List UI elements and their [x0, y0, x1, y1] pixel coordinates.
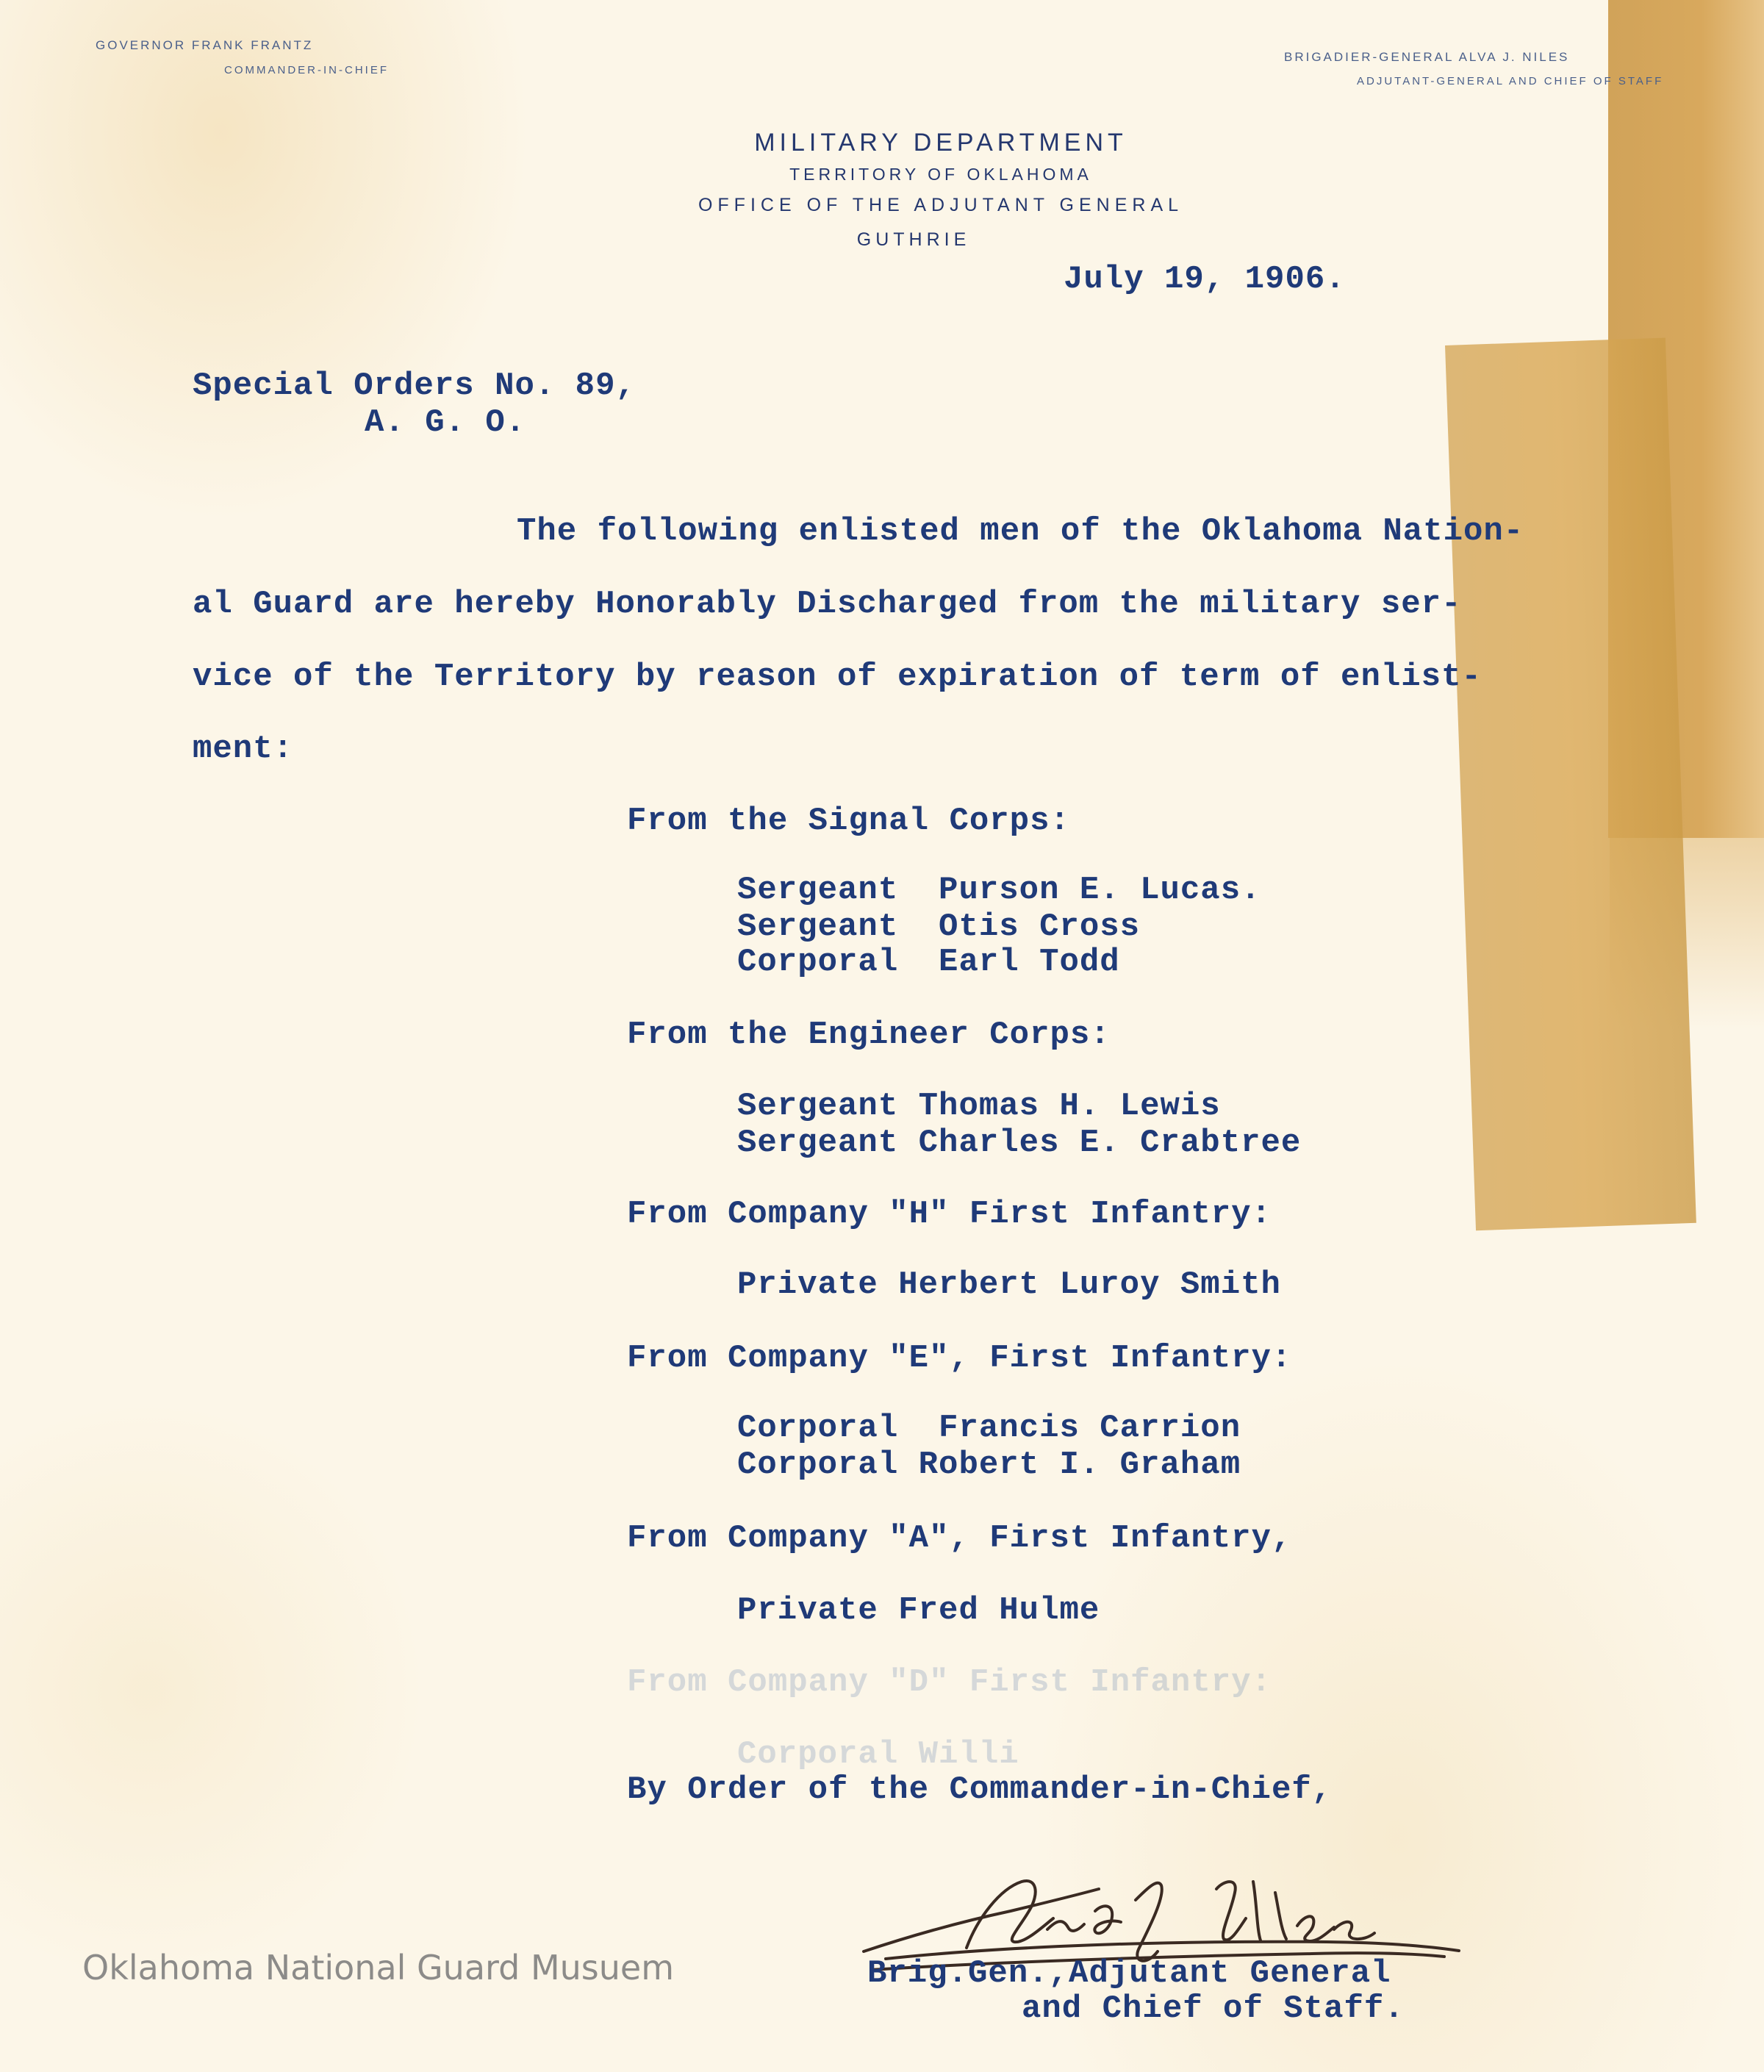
- member-entry: Private Fred Hulme: [737, 1592, 1100, 1629]
- faded-unit-heading: From Company "D" First Infantry:: [627, 1664, 1272, 1701]
- member-entry: Sergeant Purson E. Lucas.: [737, 872, 1261, 908]
- city-line: GUTHRIE: [856, 229, 971, 250]
- unit-heading-engineer-corps: From the Engineer Corps:: [627, 1017, 1111, 1053]
- tape-strip-diagonal: [1445, 338, 1696, 1231]
- special-order-number: Special Orders No. 89,: [193, 368, 636, 404]
- general-title: ADJUTANT-GENERAL AND CHIEF OF STAFF: [1357, 75, 1664, 87]
- department-title: MILITARY DEPARTMENT: [754, 129, 1127, 157]
- governor-title: COMMANDER-IN-CHIEF: [224, 64, 389, 76]
- member-entry: Sergeant Charles E. Crabtree: [737, 1125, 1302, 1161]
- member-entry: Sergeant Otis Cross: [737, 908, 1141, 945]
- document-date: July 19, 1906.: [1064, 261, 1346, 298]
- member-entry: Corporal Earl Todd: [737, 944, 1120, 981]
- body-line-2: al Guard are hereby Honorably Discharged from the military ser-: [193, 586, 1462, 623]
- signoff-subtitle: and Chief of Staff.: [1022, 1990, 1405, 2027]
- signoff-title: Brig.Gen.,Adjutant General: [867, 1955, 1391, 1992]
- unit-heading-company-a: From Company "A", First Infantry,: [627, 1520, 1292, 1557]
- office-abbreviation: A. G. O.: [365, 404, 526, 441]
- museum-watermark: Oklahoma National Guard Musuem: [82, 1948, 675, 1987]
- member-entry: Sergeant Thomas H. Lewis: [737, 1088, 1221, 1125]
- unit-heading-company-h: From Company "H" First Infantry:: [627, 1196, 1272, 1233]
- unit-heading-signal-corps: From the Signal Corps:: [627, 803, 1070, 839]
- territory-line: TERRITORY OF OKLAHOMA: [789, 165, 1092, 184]
- governor-name: GOVERNOR FRANK FRANTZ: [96, 38, 314, 52]
- office-line: OFFICE OF THE ADJUTANT GENERAL: [698, 195, 1184, 215]
- body-line-3: vice of the Territory by reason of expiration of term of enlist-: [193, 659, 1482, 695]
- body-line-4: ment:: [193, 731, 294, 767]
- unit-heading-company-e: From Company "E", First Infantry:: [627, 1340, 1292, 1377]
- general-name: BRIGADIER-GENERAL ALVA J. NILES: [1284, 50, 1570, 64]
- member-entry: Private Herbert Luroy Smith: [737, 1266, 1281, 1303]
- faded-member-entry: Corporal Willi: [737, 1736, 1019, 1773]
- member-entry: Corporal Robert I. Graham: [737, 1447, 1241, 1483]
- closing-line: By Order of the Commander-in-Chief,: [627, 1771, 1333, 1808]
- member-entry: Corporal Francis Carrion: [737, 1410, 1241, 1447]
- body-line-1: The following enlisted men of the Oklahoma Nation-: [517, 513, 1524, 550]
